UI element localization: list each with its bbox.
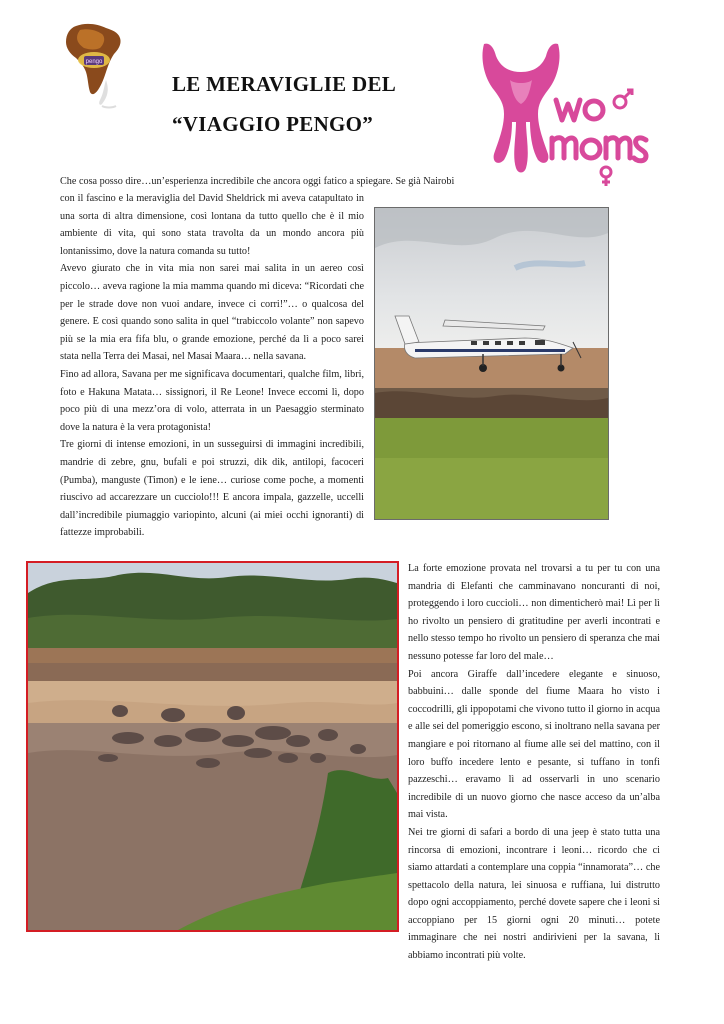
- right-paragraph-1: La forte emozione provata nel trovarsi a tu per tu con una mandria di Elefanti che camminavano noncuranti di noi, proteggendo i loro cuccioli… non dimenticherò mai! Lì per lì ho rivolto un pensiero di gratitudine per averli incontrati e nello stesso tempo ho rivolto un pensiero di speranza che mai nessuno potesse far loro del male…: [408, 563, 660, 662]
- logo-left-text: pengo: [85, 59, 103, 65]
- right-paragraph-2: Poi ancora Giraffe dall’incedere elegante e sinuoso, babbuini… dalle sponde del fiume Maara ho visto i coccodrilli, gli ippopotami che vivono tutto il giorno in acqua e alle sei del pomeriggio escono, si inoltrano nella savana per mangiare e poi ritornano al fiume alle sei del mattino, con il loro buffo incedere lento e pesante, si tuffano in tonfi pazzeschi… eravamo lì ad osservarli in uno scenario incredibile di un nuovo giorno che nasce acceso da un’alba mai vista.: [408, 668, 660, 821]
- left-paragraph-1: con il fascino e la meraviglia del David Sheldrick mi aveva catapultato in una sorta di altra dimensione, così lontana da tutto quello che è il mio ambiente di vita, qui sono stata travolta da un mondo ancora più lontanissimo, dove la natura comanda su tutto!: [60, 193, 364, 257]
- title-line-1: LE MERAVIGLIE DEL: [172, 72, 397, 96]
- photo-hippos-river: [26, 561, 399, 932]
- left-paragraph-4: Tre giorni di intense emozioni, in un susseguirsi di immagini incredibili, mandrie di zebre, gnu, bufali e poi struzzi, dik dik, antilopi, facoceri (Pumba), manguste (Timon) e le iene… curiose come poche, a momenti riuscivo ad accarezzare un cucciolo!!! E ancora impala, gazzelle, uccelli dall’incredibile piumaggio variopinto, alcuni (ai miei occhi ignoranti) di fattezze improbabili.: [60, 439, 364, 539]
- right-paragraph-3: Nei tre giorni di safari a bordo di una jeep è stato tutta una rincorsa di emozioni, incontrare i leoni… ricordo che ci siamo attardati a contemplare una coppia “innamorata”… che spettacolo della natura, lei sinuosa e ruffiana, lui distrutto dopo ogni accoppiamento, perché dovete sapere che i leoni si accoppiano per 15 giorni ogni 20 minuti… potete immaginare che nei nostri andirivieni per la savana, li abbiamo incontrati più volte.: [408, 826, 660, 962]
- page-title: [172, 64, 472, 144]
- article-first-line: Che cosa posso dire…un’esperienza incredibile che ancora oggi fatico a spiegare. Se già Nairobi: [60, 176, 455, 187]
- logo-right-text: WoMoms: [470, 38, 475, 39]
- left-paragraph-3: Fino ad allora, Savana per me significava documentari, qualche film, libri, foto e Hakuna Matata… sissignori, il Re Leone! Invece eccomi lì, dopo poco più di una mezz’ora di volo, atterrata in un Paesaggio sterminato dove la natura è la vera protagonista!: [60, 368, 364, 433]
- article-right-column: [408, 560, 660, 965]
- left-paragraph-2: Avevo giurato che in vita mia non sarei mai salita in un aereo così piccolo… aveva ragione la mia mamma quando mi diceva: “Ricordati che per le strade dove non vuoi andare, invece ci corri!”… o qualcosa del genere. E così quando sono salita in quel “trabiccolo volante” non sapevo più se la mia era fifa blu, o grande emozione, perché da lì a poco sarei stata nella Terra dei Masai, nel Masai Maara… nella savana.: [60, 263, 364, 363]
- pengo-logo: [62, 20, 126, 112]
- title-line-2: “VIAGGIO PENGO”: [172, 112, 374, 136]
- womoms-logo: [470, 38, 650, 190]
- article-left-column: [60, 190, 364, 542]
- photo-airplane-savanna: [374, 207, 609, 520]
